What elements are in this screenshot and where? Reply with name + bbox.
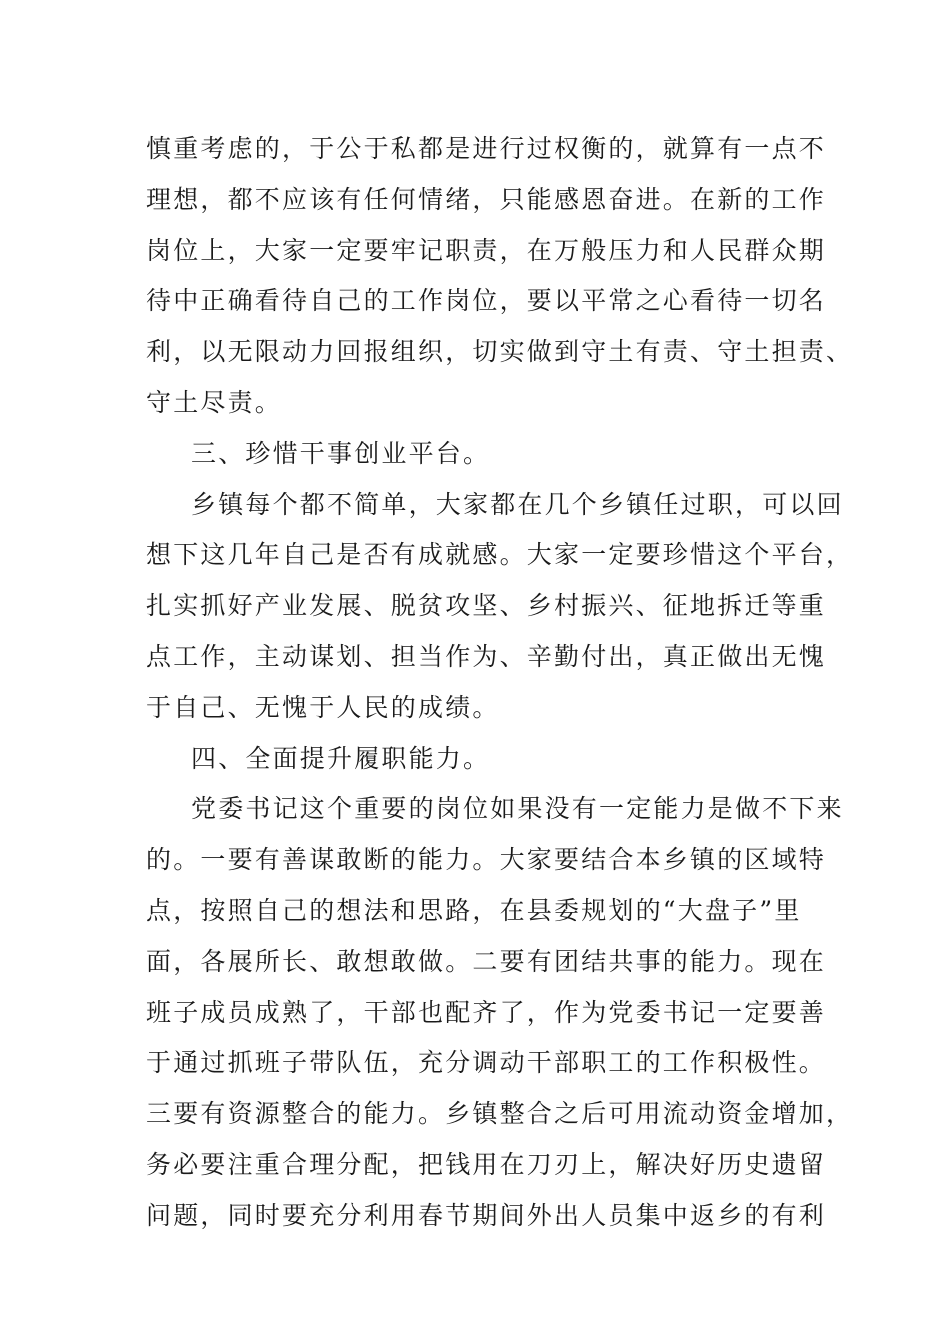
text-line: 的。一要有善谋敢断的能力。大家要结合本乡镇的区域特	[146, 845, 827, 875]
document-body	[146, 124, 854, 1242]
section-heading: 三、珍惜干事创业平台。	[191, 438, 491, 468]
text-line: 班子成员成熟了，干部也配齐了，作为党委书记一定要善	[146, 997, 827, 1027]
section-heading: 四、全面提升履职能力。	[191, 743, 491, 773]
text-line: 党委书记这个重要的岗位如果没有一定能力是做不下来	[191, 794, 844, 824]
text-line: 点，按照自己的想法和思路，在县委规划的“大盘子”里	[146, 895, 802, 925]
text-line: 问题，同时要充分利用春节期间外出人员集中返乡的有利	[146, 1200, 827, 1230]
text-line: 于通过抓班子带队伍，充分调动干部职工的工作积极性。	[146, 1048, 827, 1078]
text-line: 扎实抓好产业发展、脱贫攻坚、乡村振兴、征地拆迁等重	[146, 591, 827, 621]
text-line: 于自己、无愧于人民的成绩。	[146, 692, 500, 722]
text-line: 理想，都不应该有任何情绪，只能感恩奋进。在新的工作	[146, 184, 827, 214]
text-line: 待中正确看待自己的工作岗位，要以平常之心看待一切名	[146, 286, 827, 316]
text-line: 三要有资源整合的能力。乡镇整合之后可用流动资金增加，	[146, 1099, 854, 1129]
text-line: 慎重考虑的，于公于私都是进行过权衡的，就算有一点不	[146, 134, 827, 163]
text-line: 岗位上，大家一定要牢记职责，在万般压力和人民群众期	[146, 235, 827, 265]
text-line: 想下这几年自己是否有成就感。大家一定要珍惜这个平台，	[146, 540, 854, 570]
text-line: 点工作，主动谋划、担当作为、辛勤付出，真正做出无愧	[146, 641, 827, 671]
text-line: 面，各展所长、敢想敢做。二要有团结共事的能力。现在	[146, 946, 827, 976]
text-line: 利，以无限动力回报组织，切实做到守土有责、守土担责、	[146, 337, 854, 367]
text-line: 乡镇每个都不简单，大家都在几个乡镇任过职，可以回	[191, 489, 844, 519]
text-line: 守土尽责。	[146, 387, 283, 417]
text-line: 务必要注重合理分配，把钱用在刀刃上，解决好历史遗留	[146, 1149, 827, 1179]
